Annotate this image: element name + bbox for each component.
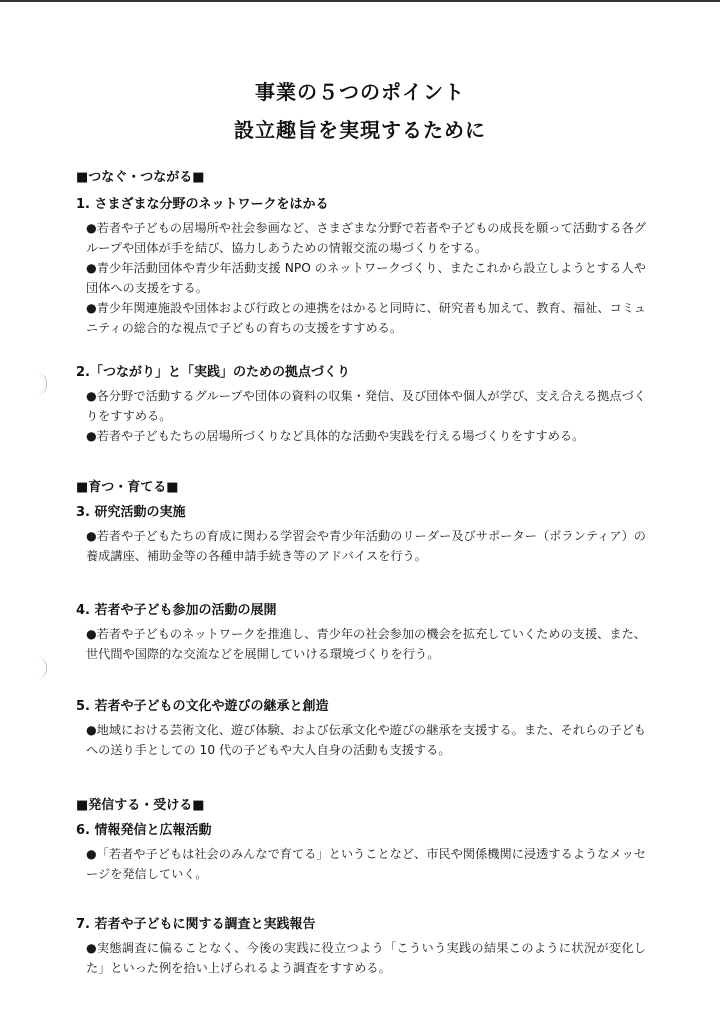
section-label: ■つなぐ・つながる■	[76, 170, 205, 185]
bullet-text: ●各分野で活動するグループや団体の資料の収集・発信、及び団体や個人が学び、支え合える拠点づくりをすすめる。	[86, 389, 646, 423]
bullet-text: ●若者や子どもたちの育成に関わる学習会や青少年活動のリーダー及びサポーター（ボランティア）の養成講座、補助金等の各種申請手続き等のアドバイスを行う。	[86, 529, 646, 563]
bullet-text: ●「若者や子どもは社会のみんなで育てる」ということなど、市民や関係機関に浸透するようなメッセージを発信していく。	[86, 847, 646, 881]
page-top-border	[0, 0, 720, 2]
bullet-text: ●若者や子どもの居場所や社会参画など、さまざまな分野で若者や子どもの成長を願って活動する各グループや団体が手を結び、協力しあうための情報交流の場づくりをする。	[86, 221, 646, 255]
item-heading: 4. 若者や子ども参加の活動の展開	[76, 603, 277, 618]
item-heading: 5. 若者や子どもの文化や遊びの継承と創造	[76, 699, 329, 714]
punch-hole-mark	[36, 373, 47, 395]
bullet-text: ●青少年関連施設や団体および行政との連携をはかると同時に、研究者も加えて、教育、福祉、コミュニティの総合的な視点で子どもの育ちの支援をすすめる。	[86, 301, 646, 335]
item-heading: 6. 情報発信と広報活動	[76, 823, 212, 838]
bullet-text: ●若者や子どものネットワークを推進し、青少年の社会参加の機会を拡充していくための支援、また、世代間や国際的な交流などを展開していける環境づくりを行う。	[86, 627, 646, 661]
item-heading: 7. 若者や子どもに関する調査と実践報告	[76, 917, 316, 932]
section-label: ■育つ・育てる■	[76, 480, 179, 495]
bullet-text: ●若者や子どもたちの居場所づくりなど具体的な活動や実践を行える場づくりをすすめる。	[86, 429, 585, 443]
page-title-line2: 設立趣旨を実現するために	[234, 118, 486, 142]
section-label: ■発信する・受ける■	[76, 798, 205, 813]
punch-hole-mark	[36, 657, 47, 679]
item-heading: 2.「つながり」と「実践」のための拠点づくり	[76, 365, 350, 380]
bullet-text: ●実態調査に偏ることなく、今後の実践に役立つよう「こういう実践の結果このように状況が変化した」といった例を拾い上げられるよう調査をすすめる。	[86, 941, 646, 975]
bullet-text: ●地域における芸術文化、遊び体験、および伝承文化や遊びの継承を支援する。また、それらの子どもへの送り手としての 10 代の子どもや大人自身の活動も支援する。	[86, 723, 646, 757]
item-heading: 1. さまざまな分野のネットワークをはかる	[76, 197, 329, 212]
bullet-text: ●青少年活動団体や青少年活動支援 NPO のネットワークづくり、またこれから設立しようとする人や団体への支援をする。	[86, 261, 646, 295]
page-title-line1: 事業の５つのポイント	[255, 80, 465, 104]
item-heading: 3. 研究活動の実施	[76, 505, 186, 520]
